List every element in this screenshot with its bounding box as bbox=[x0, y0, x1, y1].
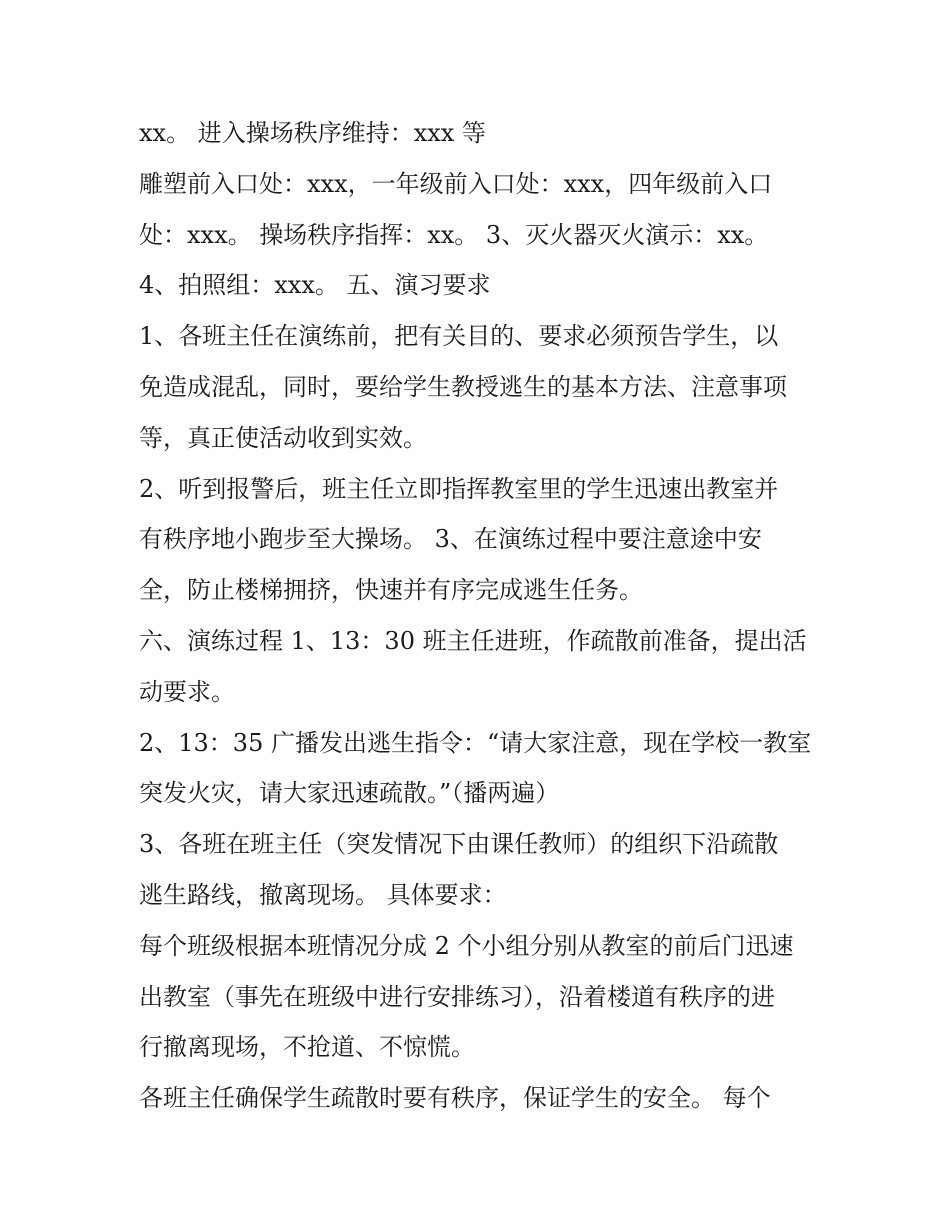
text-line: 各班主任确保学生疏散时要有秩序，保证学生的安全。 每个 bbox=[139, 1084, 771, 1113]
text-line: 处：xxx。 操场秩序指挥：xx。 3、灭火器灭火演示：xx。 bbox=[139, 220, 769, 249]
text-line: 出教室（事先在班级中进行安排练习），沿着楼道有秩序的进 bbox=[139, 982, 775, 1011]
text-line: 4、拍照组：xxx。 五、演习要求 bbox=[139, 271, 491, 300]
text-line: 2、13：35 广播发出逃生指令：“请大家注意，现在学校一教室 bbox=[139, 728, 812, 757]
text-line: 2、听到报警后，班主任立即指挥教室里的学生迅速出教室并 bbox=[139, 474, 779, 503]
text-line: 逃生路线，撤离现场。 具体要求： bbox=[139, 880, 507, 909]
text-line: 等，真正使活动收到实效。 bbox=[139, 423, 427, 452]
document-body bbox=[139, 108, 819, 1124]
text-line: 免造成混乱，同时，要给学生教授逃生的基本方法、注意事项 bbox=[139, 372, 787, 401]
text-line: 全，防止楼梯拥挤，快速并有序完成逃生任务。 bbox=[139, 576, 643, 605]
text-line: 动要求。 bbox=[139, 677, 235, 706]
text-line: xx。 进入操场秩序维持：xxx 等 bbox=[139, 119, 486, 147]
text-line: 行撤离现场，不抢道、不惊慌。 bbox=[139, 1033, 475, 1062]
text-line: 雕塑前入口处：xxx，一年级前入口处：xxx，四年级前入口 bbox=[139, 169, 773, 198]
text-line: 突发火灾，请大家迅速疏散。”（播两遍） bbox=[139, 779, 560, 808]
text-line: 六、演练过程 1、13：30 班主任进班，作疏散前准备，提出活 bbox=[139, 626, 807, 655]
text-line: 每个班级根据本班情况分成 2 个小组分别从教室的前后门迅速 bbox=[139, 931, 794, 960]
text-line: 有秩序地小跑步至大操场。 3、在演练过程中要注意途中安 bbox=[139, 525, 762, 554]
text-line: 1、各班主任在演练前，把有关目的、要求必须预告学生，以 bbox=[139, 322, 779, 351]
text-line: 3、各班在班主任（突发情况下由课任教师）的组织下沿疏散 bbox=[139, 830, 779, 859]
